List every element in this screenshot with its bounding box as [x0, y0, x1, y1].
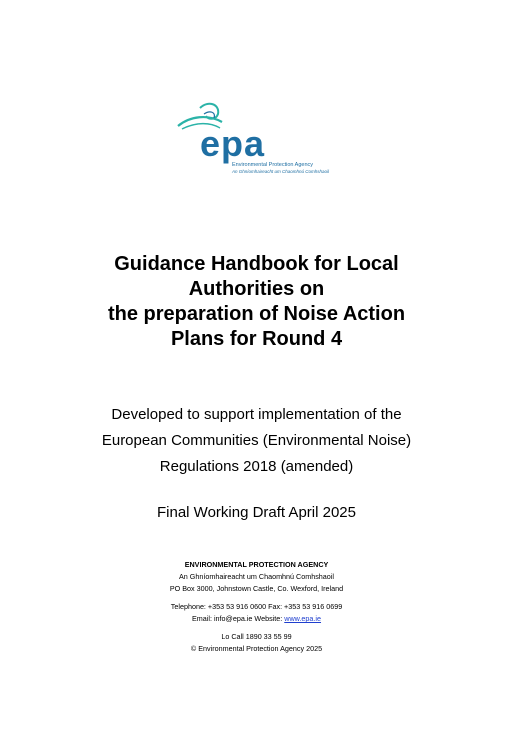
draft-label: Final Working Draft April 2025	[157, 504, 356, 521]
contact-block	[0, 559, 513, 655]
logo-irish-name: An Ghníomhaireacht um Chaomhnú Comhshaoil	[232, 169, 330, 174]
epa-logo	[170, 98, 345, 178]
subtitle-line: Developed to support implementation of the	[111, 406, 402, 423]
lo-call: Lo Call 1890 33 55 99	[221, 632, 292, 641]
phone-fax: Telephone: +353 53 916 0600 Fax: +353 53 916 0699	[170, 602, 343, 611]
agency-name: ENVIRONMENTAL PROTECTION AGENCY	[184, 560, 329, 569]
title-line: Guidance Handbook for Local	[114, 253, 399, 275]
copyright: © Environmental Protection Agency 2025	[190, 644, 323, 653]
epa-wordmark: epa	[200, 123, 266, 164]
document-subtitle	[0, 402, 513, 480]
agency-irish-name: An Ghníomhaireacht um Chaomhnú Comhshaoil	[178, 572, 334, 581]
title-line: Plans for Round 4	[170, 328, 343, 350]
email-website	[0, 613, 513, 625]
website-link[interactable]: www.epa.ie	[284, 614, 322, 623]
title-line: the preparation of Noise Action	[107, 303, 406, 325]
postal-address: PO Box 3000, Johnstown Castle, Co. Wexford, Ireland	[169, 584, 344, 593]
subtitle-line: Regulations 2018 (amended)	[159, 458, 354, 475]
subtitle-line: European Communities (Environmental Noise)	[101, 432, 412, 449]
document-title	[0, 252, 513, 352]
title-line: Authorities on	[188, 278, 325, 300]
email-text: Email: info@epa.ie Website:	[191, 614, 285, 623]
logo-agency-name: Environmental Protection Agency	[232, 162, 314, 168]
